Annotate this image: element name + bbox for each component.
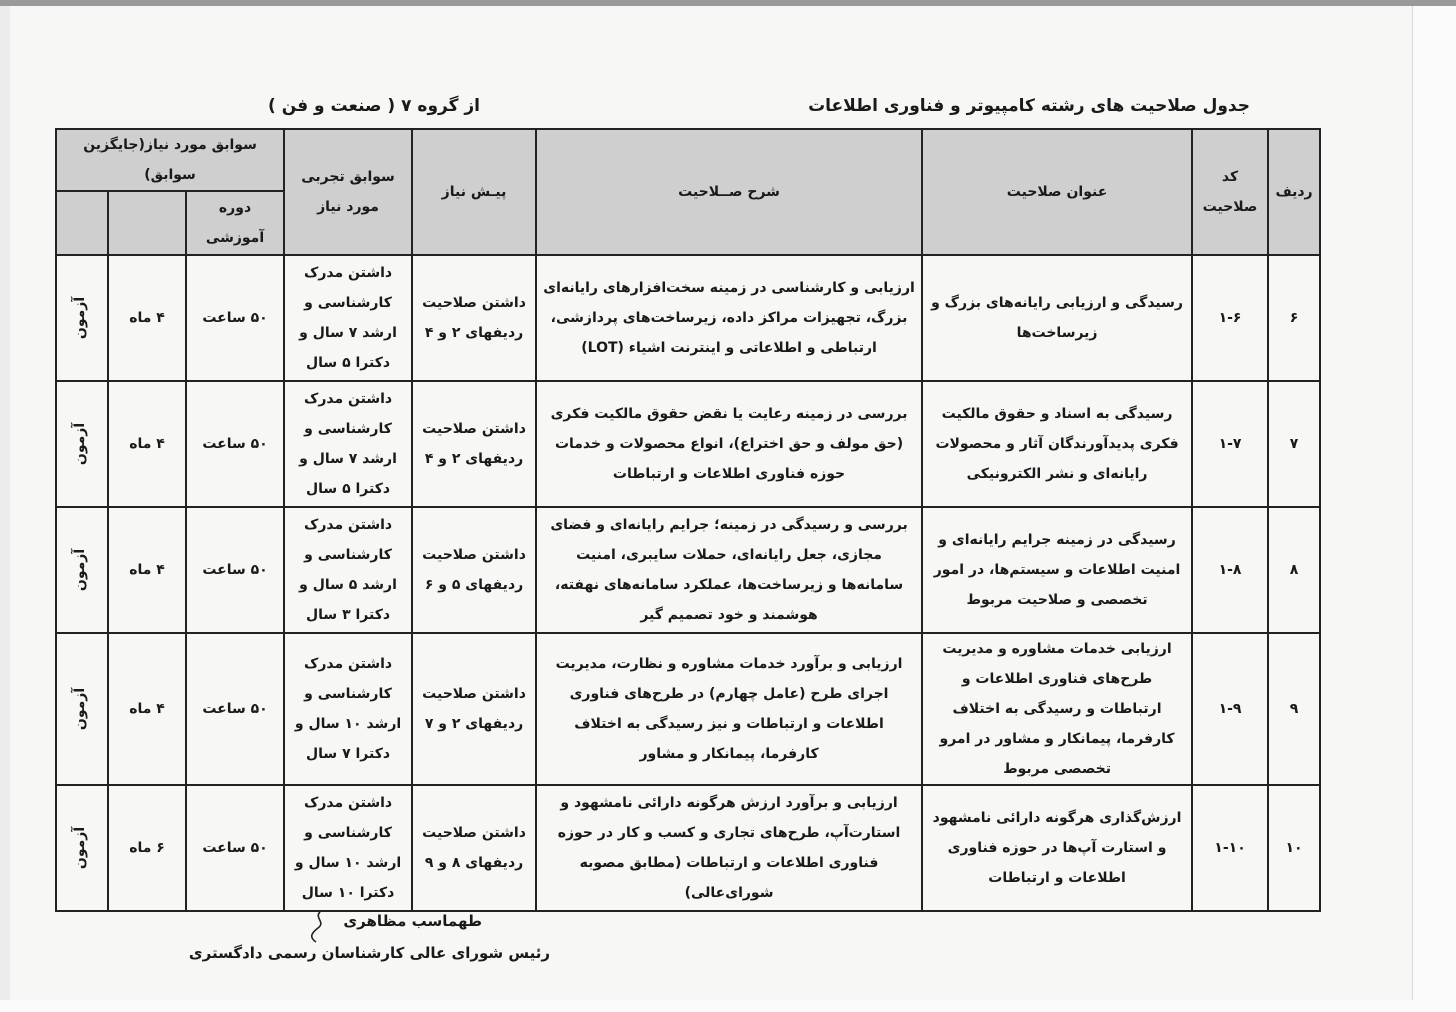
cell-course-hours: ۵۰ ساعت [186,785,284,911]
cell-prerequisite: داشتن صلاحیت ردیفهای ۵ و ۶ [412,507,536,633]
cell-prerequisite: داشتن صلاحیت ردیفهای ۲ و ۴ [412,381,536,507]
table-row [56,633,1320,785]
cell-row-number: ۸ [1268,507,1320,633]
exam-label: آزمون [71,296,88,340]
cell-competency-title: رسیدگی و ارزیابی رایانه‌های بزرگ و زیرساخت‌ها [922,255,1192,381]
col-header-row: ردیف [1268,129,1320,255]
cell-competency-title: رسیدگی به اسناد و حقوق مالکیت فکری پدیدآورندگان آثار و محصولات رایانه‌ای و نشر الکترونیکی [922,381,1192,507]
cell-exam [56,785,108,911]
cell-exam [56,633,108,785]
document-title: جدول صلاحیت های رشته کامپیوتر و فناوری اطلاعات [808,96,1250,116]
col-header-replacement: سوابق مورد نیاز(جایگزین سوابق) [56,129,284,191]
exam-label: آزمون [71,687,88,731]
cell-exam [56,381,108,507]
cell-experience: داشتن مدرک کارشناسی و ارشد ۷ سال و دکترا ۵ سال [284,255,412,381]
cell-experience: داشتن مدرک کارشناسی و ارشد ۵ سال و دکترا ۳ سال [284,507,412,633]
cell-duration: ۴ ماه [108,507,186,633]
cell-prerequisite: داشتن صلاحیت ردیفهای ۸ و ۹ [412,785,536,911]
table-row [56,255,1320,381]
cell-competency-description: بررسی و رسیدگی در زمینه؛ جرایم رایانه‌ای و فضای مجازی، جعل رایانه‌ای، حملات سایبری، امنیت سامانه‌ها و زیرساخت‌ها، عملکرد سامانه‌های نهفته، هوشمند و خود تصمیم گیر [536,507,922,633]
cell-duration: ۴ ماه [108,255,186,381]
cell-competency-description: بررسی در زمینه رعایت یا نقض حقوق مالکیت فکری (حق مولف و حق اختراع)، انواع محصولات و خدمات حوزه فناوری اطلاعات و ارتباطات [536,381,922,507]
exam-label: آزمون [71,548,88,592]
cell-duration: ۶ ماه [108,785,186,911]
scan-bottom-margin [0,1000,1456,1012]
scan-right-margin [1412,6,1456,1012]
table-header-row [56,129,1320,191]
competency-table [55,128,1321,912]
cell-competency-code: ۱-۸ [1192,507,1268,633]
col-header-prerequisite: پیـش نیاز [412,129,536,255]
cell-duration: ۴ ماه [108,633,186,785]
col-header-title: عنوان صلاحیت [922,129,1192,255]
cell-experience: داشتن مدرک کارشناسی و ارشد ۱۰ سال و دکترا ۱۰ سال [284,785,412,911]
col-header-duration-blank [108,191,186,255]
cell-competency-description: ارزیابی و برآورد ارزش هرگونه دارائی نامشهود و استارت‌آپ، طرح‌های تجاری و کسب و کار در حوزه فناوری اطلاعات و ارتباطات (مطابق مصوبه شورای‌عالی) [536,785,922,911]
cell-competency-code: ۱-۹ [1192,633,1268,785]
col-header-course: دوره آموزشی [186,191,284,255]
cell-competency-code: ۱-۶ [1192,255,1268,381]
signatory-position: رئیس شورای عالی کارشناسان رسمی دادگستری [188,944,550,962]
exam-label: آزمون [71,422,88,466]
cell-exam [56,255,108,381]
cell-duration: ۴ ماه [108,381,186,507]
table-row [56,381,1320,507]
cell-exam [56,507,108,633]
col-header-code: کد صلاحیت [1192,129,1268,255]
cell-prerequisite: داشتن صلاحیت ردیفهای ۲ و ۷ [412,633,536,785]
cell-row-number: ۹ [1268,633,1320,785]
cell-competency-title: رسیدگی در زمینه جرایم رایانه‌ای و امنیت اطلاعات و سیستم‌ها، در امور تخصصی و صلاحیت مربوط [922,507,1192,633]
cell-course-hours: ۵۰ ساعت [186,255,284,381]
group-label: از گروه ۷ ( صنعت و فن ) [268,96,480,116]
exam-label: آزمون [71,826,88,870]
cell-row-number: ۷ [1268,381,1320,507]
col-header-exam-blank [56,191,108,255]
cell-experience: داشتن مدرک کارشناسی و ارشد ۱۰ سال و دکترا ۷ سال [284,633,412,785]
cell-course-hours: ۵۰ ساعت [186,507,284,633]
cell-competency-title: ارزش‌گذاری هرگونه دارائی نامشهود و استارت آپ‌ها در حوزه فناوری اطلاعات و ارتباطات [922,785,1192,911]
cell-competency-code: ۱-۱۰ [1192,785,1268,911]
cell-competency-description: ارزیابی و کارشناسی در زمینه سخت‌افزارهای رایانه‌ای بزرگ، تجهیزات مراکز داده، زیرساخت‌های پردازشی، ارتباطی و اطلاعاتی و اینترنت اشیاء (LOT) [536,255,922,381]
signatory-name: طهماسب مظاهری [343,912,482,930]
col-header-experience: سوابق تجربی مورد نیاز [284,129,412,255]
cell-row-number: ۱۰ [1268,785,1320,911]
cell-course-hours: ۵۰ ساعت [186,633,284,785]
table-row [56,507,1320,633]
cell-competency-code: ۱-۷ [1192,381,1268,507]
cell-competency-description: ارزیابی و برآورد خدمات مشاوره و نظارت، مدیریت اجرای طرح (عامل چهارم) در طرح‌های فناوری اطلاعات و ارتباطات و نیز رسیدگی به اختلاف کارفرما، پیمانکار و مشاور [536,633,922,785]
col-header-description: شرح صــلاحیت [536,129,922,255]
cell-competency-title: ارزیابی خدمات مشاوره و مدیریت طرح‌های فناوری اطلاعات و ارتباطات و رسیدگی به اختلاف کارفرما، پیمانکار و مشاور در امرو تخصصی مربوط [922,633,1192,785]
cell-row-number: ۶ [1268,255,1320,381]
table-row [56,785,1320,911]
cell-course-hours: ۵۰ ساعت [186,381,284,507]
cell-prerequisite: داشتن صلاحیت ردیفهای ۲ و ۴ [412,255,536,381]
cell-experience: داشتن مدرک کارشناسی و ارشد ۷ سال و دکترا ۵ سال [284,381,412,507]
